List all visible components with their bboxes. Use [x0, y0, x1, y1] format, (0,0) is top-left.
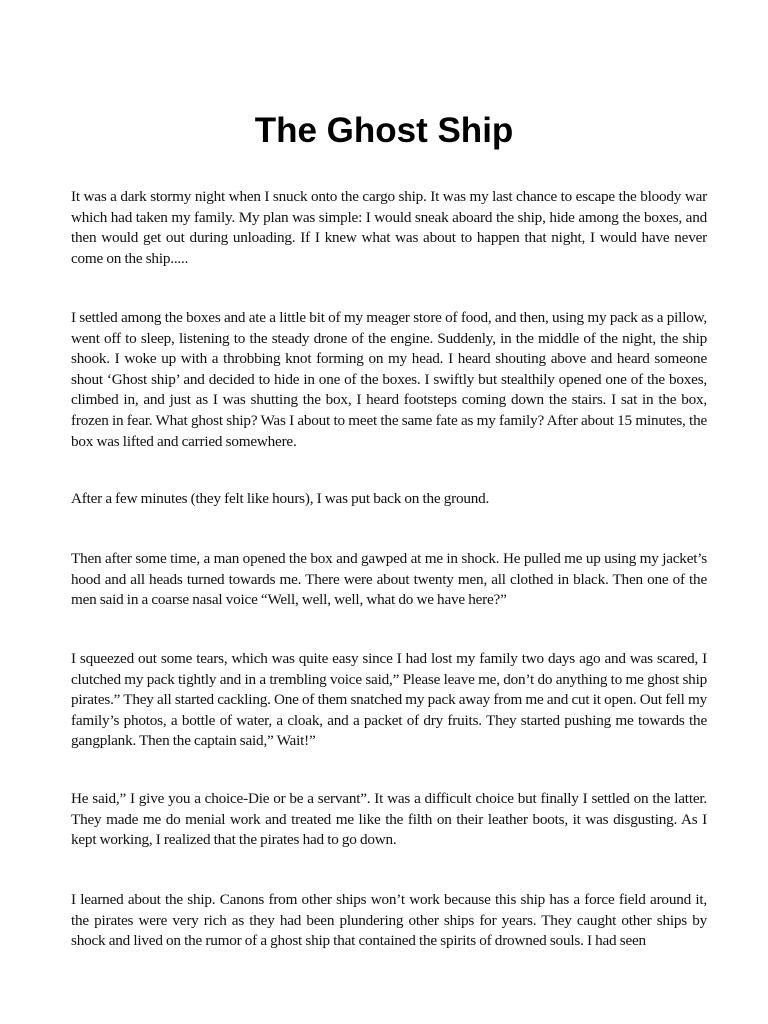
paragraph-6: He said,” I give you a choice-Die or be a servant”. It was a difficult choice but finally I settled on the latter. They made me do menial work and treated me like the filth on their leather boots, it was disgusting. As I kept working, I realized that the pirates had to go down. [71, 790, 707, 849]
paragraph-7: I learned about the ship. Canons from other ships won’t work because this ship has a force field around it, the pirates were very rich as they had been plundering other ships for years. They caught other ships by shock and lived on the rumor of a ghost ship that contained the spirits of drowned souls. I had seen [71, 891, 707, 950]
paragraph-2: I settled among the boxes and ate a little bit of my meager store of food, and then, using my pack as a pillow, went off to sleep, listening to the steady drone of the engine. Suddenly, in the middle of the night, the ship shook. I woke up with a throbbing knot forming on my head. I heard shouting above and heard someone shout ‘Ghost ship’ and decided to hide in one of the boxes. I swiftly but stealthily opened one of the boxes, climbed in, and just as I was shutting the box, I heard footsteps coming down the stairs. I sat in the box, frozen in fear. What ghost ship? Was I about to meet the same fate as my family? After about 15 minutes, the box was lifted and carried somewhere. [71, 309, 707, 450]
document-title: The Ghost Ship [254, 111, 514, 150]
paragraph-5: I squeezed out some tears, which was quite easy since I had lost my family two days ago and was scared, I clutched my pack tightly and in a trembling voice said,” Please leave me, don’t do anything to me ghost ship pirates.” They all started cackling. One of them snatched my pack away from me and cut it open. Out fell my family’s photos, a bottle of water, a cloak, and a packet of dry fruits. They started pushing me towards the gangplank. Then the captain said,” Wait!” [71, 650, 707, 750]
paragraph-3: After a few minutes (they felt like hours), I was put back on the ground. [71, 490, 490, 507]
paragraph-4: Then after some time, a man opened the box and gawped at me in shock. He pulled me up using my jacket’s hood and all heads turned towards me. There were about twenty men, all clothed in black. Then one of the men said in a coarse nasal voice “Well, well, well, what do we have here?” [71, 550, 707, 609]
paragraph-1: It was a dark stormy night when I snuck onto the cargo ship. It was my last chance to escape the bloody war which had taken my family. My plan was simple: I would sneak aboard the ship, hide among the boxes, and then would get out during unloading. If I knew what was about to happen that night, I would have never come on the ship..... [71, 188, 707, 267]
